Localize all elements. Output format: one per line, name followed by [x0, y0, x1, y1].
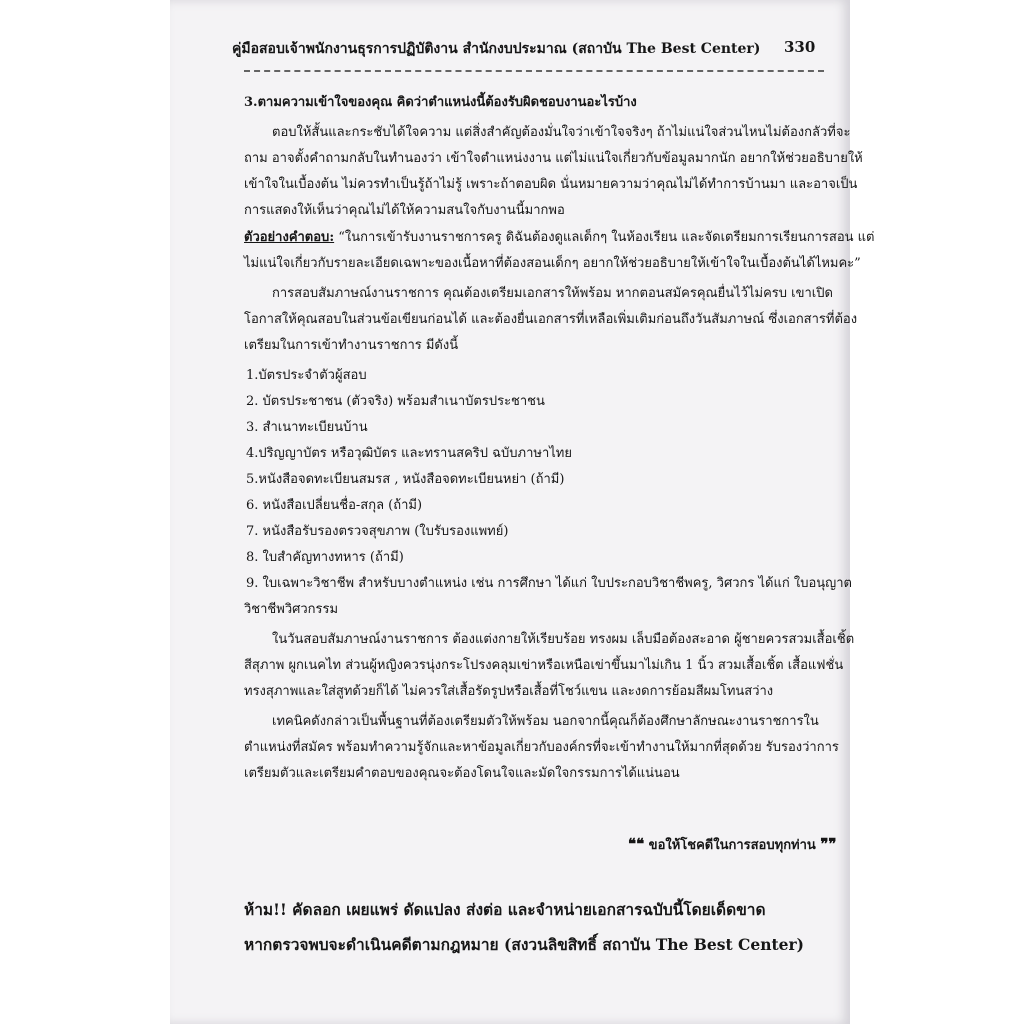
paragraph-line: โอกาสให้คุณสอบในส่วนข้อเขียนก่อนได้ และต้องยื่นเอกสารที่เหลือเพิ่มเติมก่อนถึงวันสัมภาษณ์ ซึ่งเอกสารที่ต้อง: [244, 312, 858, 327]
paragraph-line: ถาม อาจตั้งคำถามกลับในทำนองว่า เข้าใจตำแหน่งงาน แต่ไม่แน่ใจเกี่ยวกับข้อมูลมากนัก อยากให้ช่วยอธิบายให้: [244, 151, 863, 166]
example-line: ไม่แน่ใจเกี่ยวกับรายละเอียดเฉพาะของเนื้อหาที่ต้องสอนเด็กๆ อยากให้ช่วยอธิบายให้เข้าใจในเบื้องต้นได้ไหมคะ”: [244, 256, 861, 271]
background-left: [0, 0, 170, 1024]
closing-text: ขอให้โชคดีในการสอบทุกท่าน: [644, 838, 821, 853]
document-list-item: 5.หนังสือจดทะเบียนสมรส , หนังสือจดทะเบียนหย่า (ถ้ามี): [246, 472, 565, 487]
document-list-item: 4.ปริญญาบัตร หรือวุฒิบัตร และทรานสคริป ฉบับภาษาไทย: [246, 446, 572, 461]
document-list-item: 7. หนังสือรับรองตรวจสุขภาพ (ใบรับรองแพทย์): [246, 524, 509, 539]
header-divider: [244, 70, 824, 72]
paragraph-line: เทคนิคดังกล่าวเป็นพื้นฐานที่ต้องเตรียมตัวให้พร้อม นอกจากนี้คุณก็ต้องศึกษาลักษณะงานราชการใน: [272, 714, 819, 729]
paragraph-line: การแสดงให้เห็นว่าคุณไม่ได้ให้ความสนใจกับงานนี้มากพอ: [244, 203, 565, 218]
document-list-item: วิชาชีพวิศวกรรม: [244, 602, 339, 617]
open-quote-mark: ❝❝: [628, 835, 645, 853]
copyright-warning: ห้าม!! คัดลอก เผยแพร่ ดัดแปลง ส่งต่อ และจำหน่ายเอกสารฉบับนี้โดยเด็ดขาด: [244, 900, 766, 919]
example-label: ตัวอย่างคำตอบ:: [244, 230, 335, 245]
document-list-item: 1.บัตรประจำตัวผู้สอบ: [246, 368, 367, 383]
paragraph-line: ทรงสุภาพและใส่สูทด้วยก็ได้ ไม่ควรใส่เสื้อรัดรูปหรือเสื้อที่โชว์แขน และงดการย้อมสีผมโทนสว่าง: [244, 684, 774, 699]
paragraph-line: เตรียมในการเข้าทำงานราชการ มีดังนี้: [244, 338, 459, 353]
paragraph-line: การสอบสัมภาษณ์งานราชการ คุณต้องเตรียมเอกสารให้พร้อม หากตอนสมัครคุณยื่นไว้ไม่ครบ เขาเปิด: [272, 286, 833, 301]
paragraph-line: เข้าใจในเบื้องต้น ไม่ควรทำเป็นรู้ถ้าไม่รู้ เพราะถ้าตอบผิด นั่นหมายความว่าคุณไม่ได้ทำการบ้านมา และอาจเป็น: [244, 177, 858, 192]
page-number: 330: [784, 38, 816, 56]
document-list-item: 9. ใบเฉพาะวิชาชีพ สำหรับบางตำแหน่ง เช่น การศึกษา ได้แก่ ใบประกอบวิชาชีพครู, วิศวกร ได้แก่ ใบอนุญาต: [246, 576, 852, 591]
close-quote-mark: ❞❞: [820, 835, 837, 853]
paragraph-line: สีสุภาพ ผูกเนคไท ส่วนผู้หญิงควรนุ่งกระโปรงคลุมเข่าหรือเหนือเข่าขึ้นมาไม่เกิน 1 นิ้ว สวมเสื้อเชิ้ต เสื้อแฟชั่น: [244, 658, 844, 673]
paragraph-line: ตำแหน่งที่สมัคร พร้อมทำความรู้จักและหาข้อมูลเกี่ยวกับองค์กรที่จะเข้าทำงานให้มากที่สุดด้วย รับรองว่าการ: [244, 740, 839, 755]
document-list-item: 3. สำเนาทะเบียนบ้าน: [246, 420, 368, 435]
copyright-warning: หากตรวจพบจะดำเนินคดีตามกฎหมาย (สงวนลิขสิทธิ์ สถาบัน The Best Center): [244, 935, 804, 954]
document-list-item: 8. ใบสำคัญทางทหาร (ถ้ามี): [246, 550, 404, 565]
paragraph-line: เตรียมตัวและเตรียมคำตอบของคุณจะต้องโดนใจและมัดใจกรรมการได้แน่นอน: [244, 766, 680, 781]
background-right: [850, 0, 1024, 1024]
closing-wish: [628, 834, 837, 855]
running-header-title: คู่มือสอบเจ้าพนักงานธุรการปฏิบัติงาน สำนักงบประมาณ (สถาบัน The Best Center): [232, 41, 761, 57]
document-list-item: 2. บัตรประชาชน (ตัวจริง) พร้อมสำเนาบัตรประชาชน: [246, 394, 545, 409]
paragraph-line: ในวันสอบสัมภาษณ์งานราชการ ต้องแต่งกายให้เรียบร้อย ทรงผม เล็บมือต้องสะอาด ผู้ชายควรสวมเสื้อเชิ้ต: [272, 632, 855, 647]
document-list-item: 6. หนังสือเปลี่ยนชื่อ-สกุล (ถ้ามี): [246, 498, 423, 513]
example-quote: “ในการเข้ารับงานราชการครู ดิฉันต้องดูแลเด็กๆ ในห้องเรียน และจัดเตรียมการเรียนการสอน แต่: [334, 230, 875, 245]
paragraph-line: ตอบให้สั้นและกระชับได้ใจความ แต่สิ่งสำคัญต้องมั่นใจว่าเข้าใจจริงๆ ถ้าไม่แน่ใจส่วนไหนไม่ต้องกลัวที่จะ: [272, 125, 851, 140]
section-heading: 3.ตามความเข้าใจของคุณ คิดว่าตำแหน่งนี้ต้องรับผิดชอบงานอะไรบ้าง: [244, 95, 637, 110]
example-line: [244, 229, 874, 247]
